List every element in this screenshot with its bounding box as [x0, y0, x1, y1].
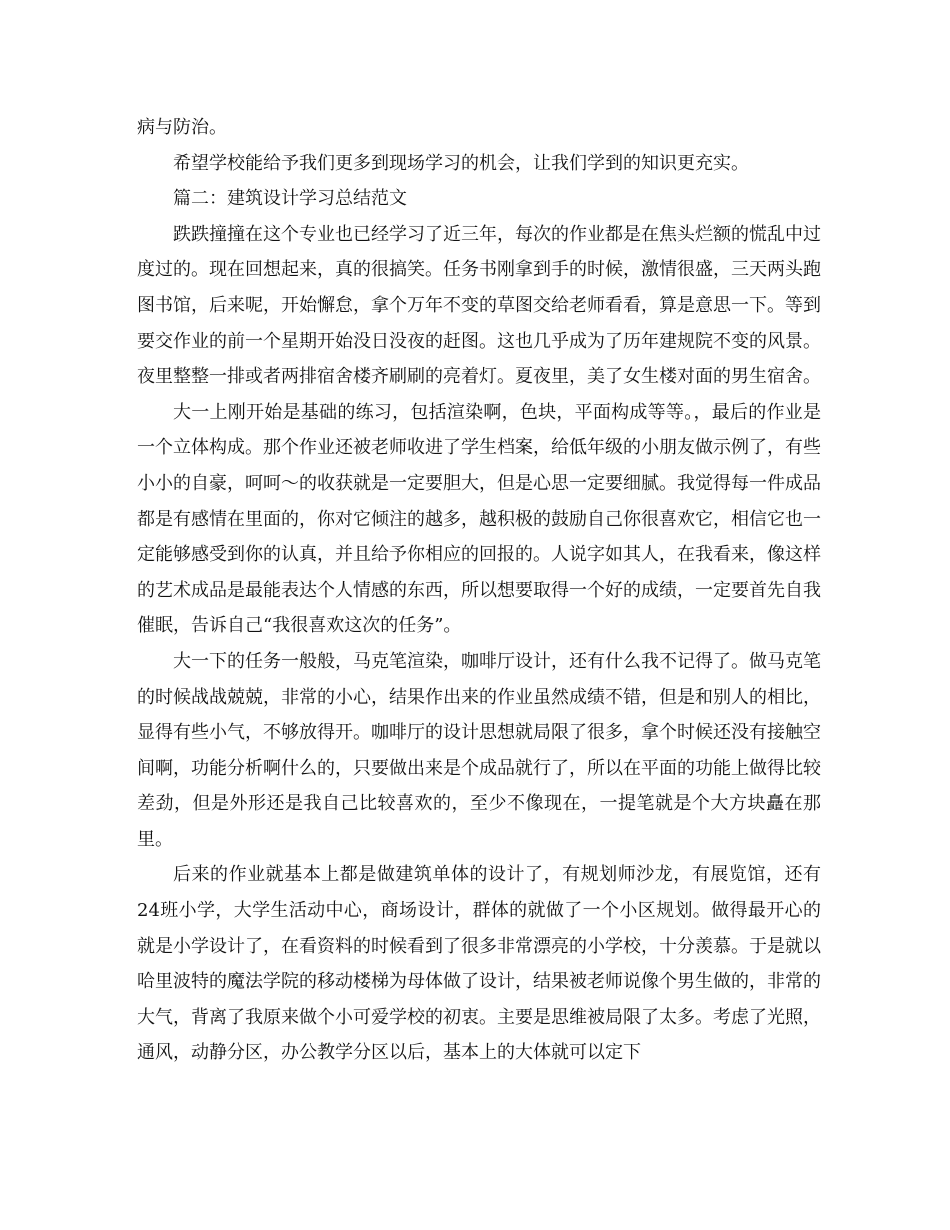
paragraph-3: 跌跌撞撞在这个专业也已经学习了近三年，每次的作业都是在焦头烂额的慌乱中过度过的。现在回想起来，真的很搞笑。任务书刚拿到手的时候，激情很盛，三天两头跑图书馆，后来呢，开始懈怠，拿个万年不变的草图交给老师看看，算是意思一下。等到要交作业的前一个星期开始没日没夜的赶图。这也几乎成为了历年建规院不变的风景。夜里整整一排或者两排宿舍楼齐刷刷的亮着灯。夏夜里，美了女生楼对面的男生宿舍。 [137, 223, 821, 388]
paragraph-1: 病与防治。 [137, 117, 227, 138]
document-body [137, 110, 821, 1071]
paragraph-5: 大一下的任务一般般，马克笔渲染，咖啡厅设计，还有什么我不记得了。做马克笔的时候战战兢兢，非常的小心，结果作出来的作业虽然成绩不错，但是和别人的相比，显得有些小气，不够放得开。咖啡厅的设计思想就局限了很多，拿个时候还没有接触空间啊，功能分析啊什么的，只要做出来是个成品就行了，所以在平面的功能上做得比较差劲，但是外形还是我自己比较喜欢的，至少不像现在，一提笔就是个大方块矗在那里。 [137, 650, 821, 850]
section-heading: 篇二：建筑设计学习总结范文 [173, 188, 407, 210]
paragraph-6: 后来的作业就基本上都是做建筑单体的设计了，有规划师沙龙，有展览馆，还有24班小学，大学生活动中心，商场设计，群体的就做了一个小区规划。做得最开心的就是小学设计了，在看资料的时候看到了很多非常漂亮的小学校，十分羡慕。于是就以哈里波特的魔法学院的移动楼梯为母体做了设计，结果被老师说像个男生做的，非常的大气，背离了我原来做个小可爱学校的初衷。主要是思维被局限了太多。考虑了光照，通风，动静分区，办公教学分区以后，基本上的大体就可以定下 [137, 864, 821, 1064]
paragraph-4: 大一上刚开始是基础的练习，包括渲染啊，色块，平面构成等等。，最后的作业是一个立体构成。那个作业还被老师收进了学生档案，给低年级的小朋友做示例了，有些小小的自豪，呵呵～的收获就是一定要胆大，但是心思一定要细腻。我觉得每一件成品都是有感情在里面的，你对它倾注的越多，越积极的鼓励自己你很喜欢它，相信它也一定能够感受到你的认真，并且给予你相应的回报的。人说字如其人，在我看来，像这样的艺术成品是最能表达个人情感的东西，所以想要取得一个好的成绩，一定要首先自我催眠，告诉自己“我很喜欢这次的任务”。 [137, 401, 821, 637]
paragraph-2: 希望学校能给予我们更多到现场学习的机会，让我们学到的知识更充实。 [173, 152, 749, 174]
